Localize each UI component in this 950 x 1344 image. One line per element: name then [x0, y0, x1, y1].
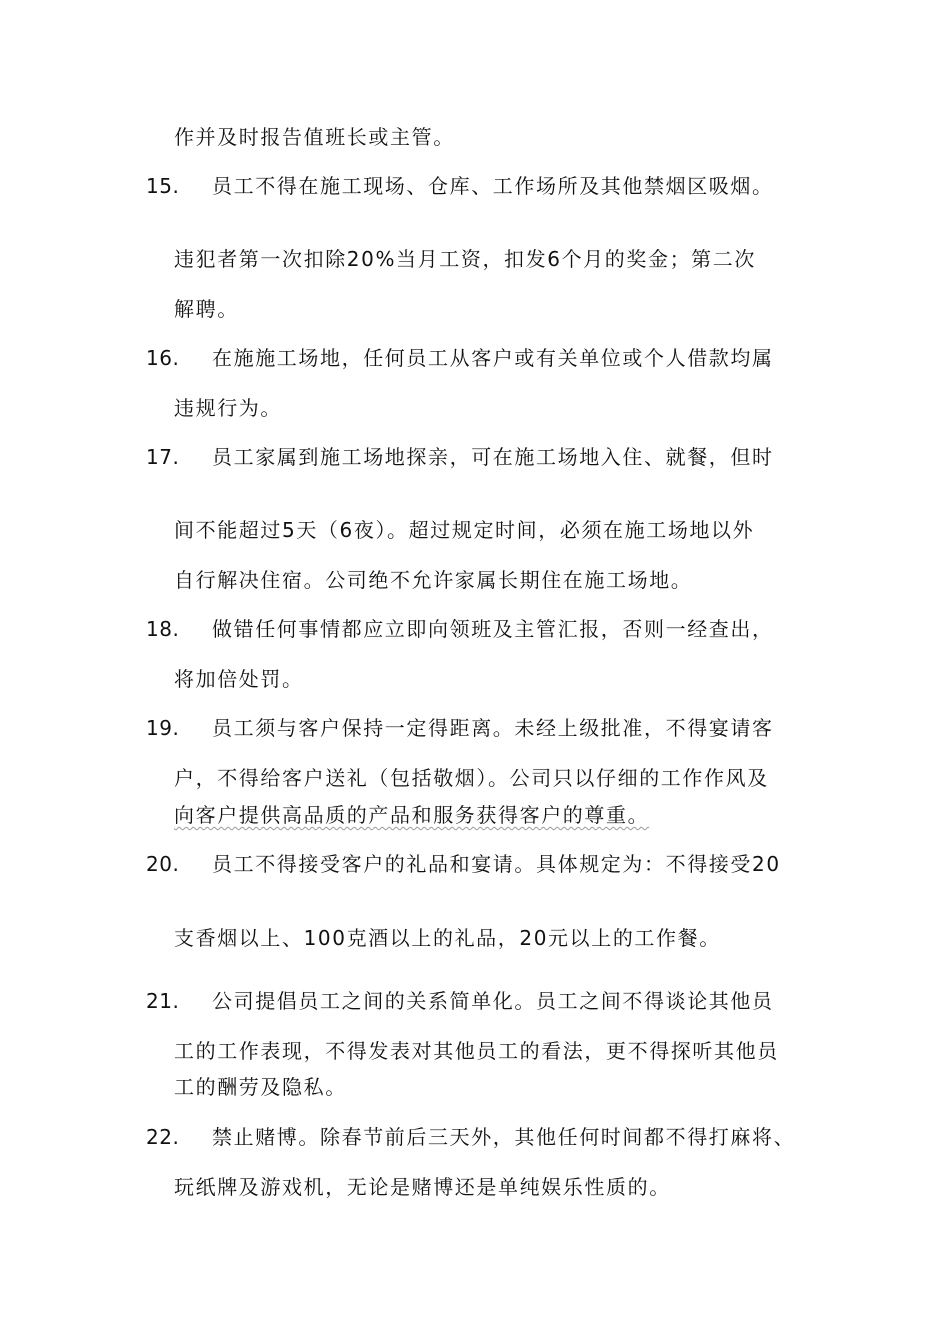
item-15-line-2: 违犯者第一次扣除20%当月工资，扣发6个月的奖金；第二次 [174, 247, 756, 271]
item-20-line-1: 员工不得接受客户的礼品和宴请。具体规定为：不得接受20 [212, 852, 781, 876]
item-22-line-2: 玩纸牌及游戏机，无论是赌博还是单纯娱乐性质的。 [174, 1175, 671, 1199]
item-15-number: 15. [146, 174, 180, 198]
item-15-line-1: 员工不得在施工现场、仓库、工作场所及其他禁烟区吸烟。 [212, 174, 774, 198]
item-21-number: 21. [146, 989, 180, 1013]
item-17-line-1: 员工家属到施工场地探亲，可在施工场地入住、就餐，但时 [212, 445, 774, 469]
item-20-line-2: 支香烟以上、100克酒以上的礼品，20元以上的工作餐。 [174, 926, 721, 950]
item-19-line-1: 员工须与客户保持一定得距离。未经上级批准，不得宴请客 [212, 716, 774, 740]
item-21-line-2: 工的工作表现，不得发表对其他员工的看法，更不得探听其他员 [174, 1039, 779, 1063]
item-22-number: 22. [146, 1125, 180, 1149]
item-19-line-2: 户，不得给客户送礼（包括敬烟）。公司只以仔细的工作作风及 [174, 766, 769, 790]
item-16-line-2: 违规行为。 [174, 396, 282, 420]
item-17-number: 17. [146, 445, 180, 469]
item-15-line-3: 解聘。 [174, 297, 239, 321]
item-21-line-1: 公司提倡员工之间的关系简单化。员工之间不得谈论其他员 [212, 989, 774, 1013]
continuation-line: 作并及时报告值班长或主管。 [174, 125, 455, 149]
item-18-line-1: 做错任何事情都应立即向领班及主管汇报，否则一经查出， [212, 617, 774, 641]
item-18-number: 18. [146, 617, 180, 641]
item-19-line-3: 向客户提供高品质的产品和服务获得客户的尊重。 [174, 803, 650, 827]
item-19-number: 19. [146, 716, 180, 740]
item-17-line-3: 自行解决住宿。公司绝不允许家属长期住在施工场地。 [174, 568, 693, 592]
item-18-line-2: 将加倍处罚。 [174, 667, 304, 691]
item-21-line-3: 工的酬劳及隐私。 [174, 1075, 347, 1099]
item-20-number: 20. [146, 852, 180, 876]
item-16-line-1: 在施施工场地，任何员工从客户或有关单位或个人借款均属 [212, 346, 774, 370]
item-17-line-2: 间不能超过5天（6夜）。超过规定时间，必须在施工场地以外 [174, 518, 755, 542]
item-16-number: 16. [146, 346, 180, 370]
item-22-line-1: 禁止赌博。除春节前后三天外，其他任何时间都不得打麻将、 [212, 1125, 796, 1149]
